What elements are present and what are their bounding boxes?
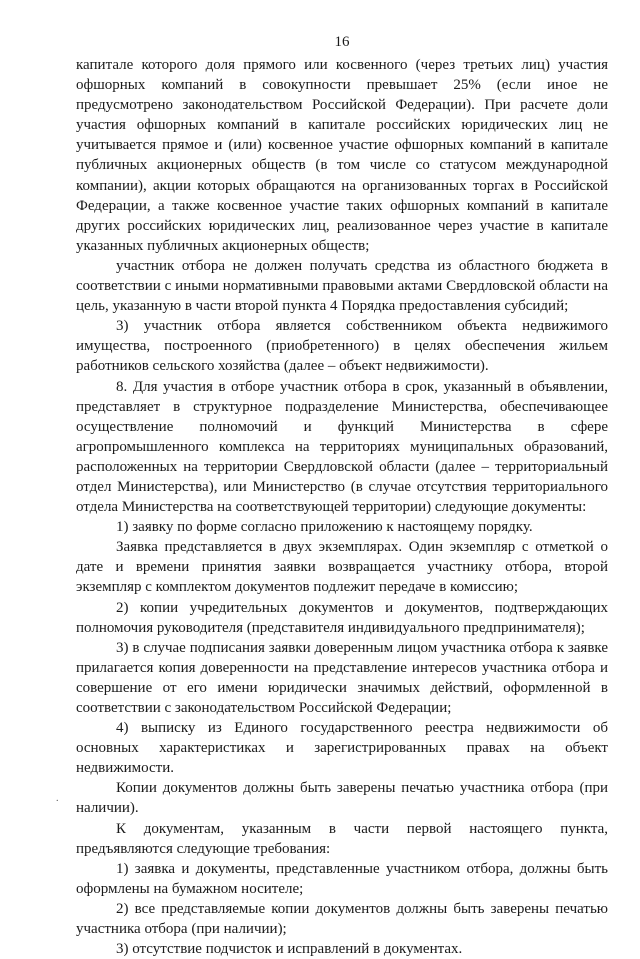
page-number: 16 xyxy=(334,34,350,50)
paragraph: 1) заявку по форме согласно приложению к настоящему порядку. xyxy=(116,519,533,536)
paragraph: 3) участник отбора является собственником объекта недвижимого имущества, построенного (приобретенного) в целях обеспечения жильем работников сельского хозяйства (далее – объект недвижимости). xyxy=(76,318,608,375)
paragraph: К документам, указанным в части первой настоящего пункта, предъявляются следующие требования: xyxy=(76,820,608,857)
paragraph: 8. Для участия в отборе участник отбора в срок, указанный в объявлении, представляет в структурное подразделение Министерства, обеспечивающее осуществление полномочий и функций Министерства в сфере агропромышленного комплекса на территориях муниципальных образований, расположенных на территории Свердловской области (далее – территориальный отдел Министерства), или Министерство (в случае отсутствия территориального отдела Министерства на соответствующей территории) следующие документы: xyxy=(76,378,608,516)
paragraph: 3) в случае подписания заявки доверенным лицом участника отбора к заявке прилагается копия доверенности на представление интересов участника отбора и совершение от его имени юридически значимых действий, оформленной в соответствии с законодательством Российской Федерации; xyxy=(76,639,608,716)
document-page xyxy=(76,33,608,959)
scan-speck: . xyxy=(56,793,59,804)
paragraph: Заявка представляется в двух экземплярах. Один экземпляр с отметкой о дате и времени принятия заявки возвращается участнику отбора, второй экземпляр с комплектом документов подлежит передаче в комиссию; xyxy=(76,539,608,596)
paragraph: 3) отсутствие подчисток и исправлений в документах. xyxy=(116,941,463,958)
paragraph: капитале которого доля прямого или косвенного (через третьих лиц) участия офшорных компаний в совокупности превышает 25% (если иное не предусмотрено законодательством Российской Федерации). При расчете доли участия офшорных компаний в капитале российских юридических лиц не учитывается прямое и (или) косвенное участие офшорных компаний в капитале публичных акционерных обществ (в том числе со статусом международной компании), акции которых обращаются на организованных торгах в Российской Федерации, а также косвенное участие таких офшорных компаний в капитале других российских юридических лиц, реализованное через участие в капитале указанных публичных акционерных обществ; xyxy=(76,57,608,254)
paragraph: участник отбора не должен получать средства из областного бюджета в соответствии с иными нормативными правовыми актами Свердловской области на цель, указанную в части второй пункта 4 Порядка предоставления субсидий; xyxy=(76,257,608,315)
paragraph: 2) все представляемые копии документов должны быть заверены печатью участника отбора (при наличии); xyxy=(76,900,608,938)
paragraph: 1) заявка и документы, представленные участником отбора, должны быть оформлены на бумажном носителе; xyxy=(76,860,608,897)
document-body xyxy=(76,55,608,959)
paragraph: 4) выписку из Единого государственного реестра недвижимости об основных характеристиках и зарегистрированных правах на объект недвижимости. xyxy=(76,720,608,777)
paragraph: 2) копии учредительных документов и документов, подтверждающих полномочия руководителя (представителя индивидуального предпринимателя); xyxy=(76,599,608,636)
paragraph: Копии документов должны быть заверены печатью участника отбора (при наличии). xyxy=(76,780,608,817)
